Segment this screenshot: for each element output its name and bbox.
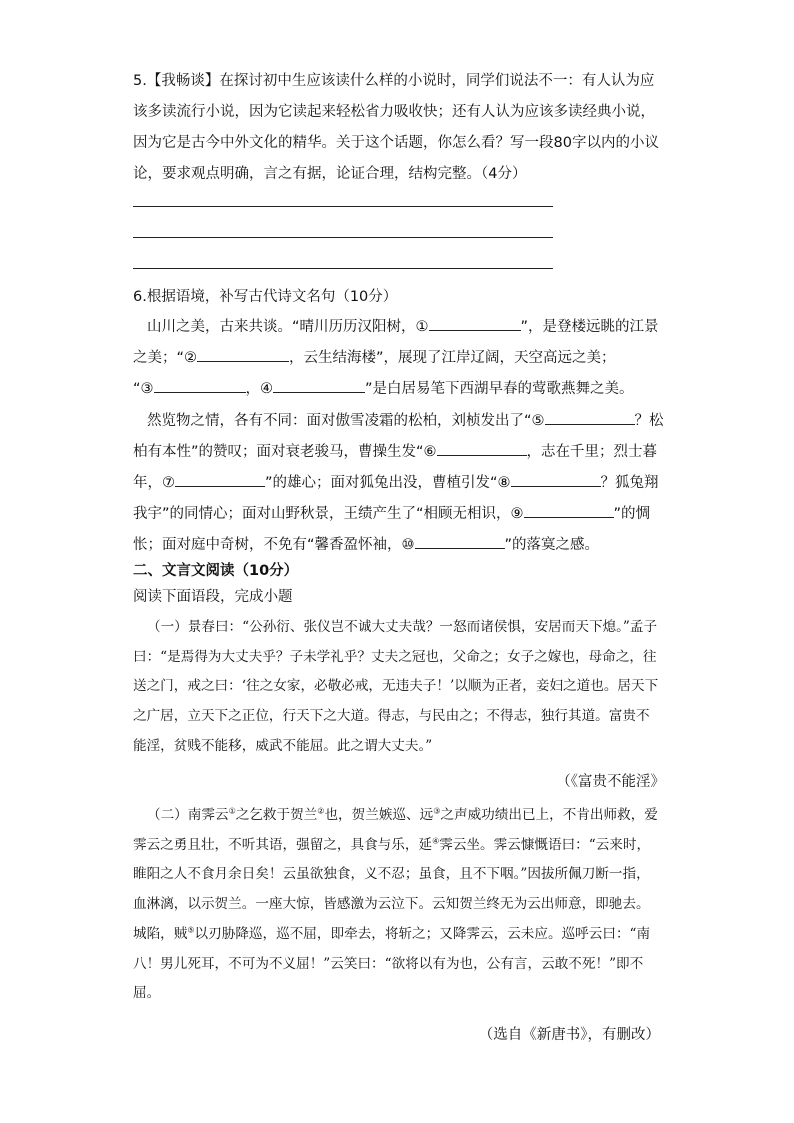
text-run: ， [245,381,261,398]
blank-number: ⑧ [497,475,511,492]
text-run: 也，贺兰嫉巡、远 [324,807,434,823]
text-run: （二）南霁云 [147,807,229,823]
question-6-body [133,312,668,562]
blank-number: ⑥ [423,443,437,460]
fill-blank-4[interactable] [273,378,365,393]
question-5: 5.【我畅谈】在探讨初中生应该读什么样的小说时，同学们说法不一：有人认为应该多读流行小说，因为它读起来轻松省力吸收快；还有人认为应该多读经典小说，因为它是古今中外文化的精华。关于这个话题，你怎么看？写一段80字以内的小议论，要求观点明确，言之有据，论证合理，结构完整。（4分） [133,73,659,182]
fill-blank-2[interactable] [197,347,289,362]
fill-blank-8[interactable] [511,472,601,487]
passage-1-text: （一）景春曰：“公孙衍、张仪岂不诚大丈夫哉？一怒而诸侯惧，安居而天下熄。”孟子曰：“是焉得为大丈夫乎？子未学礼乎？丈夫之冠也，父命之；女子之嫁也，母命之，往送之门，戒之曰：‘往之女家，必敬必戒，无违夫子！’以顺为正者，妾妇之道也。居天下之广居，立天下之正位，行天下之大道。得志，与民由之；不得志，独行其道。富贵不能淫，贫贱不能移，威武不能屈。此之谓大丈夫。” [133,619,659,754]
blank-number: ⑤ [531,412,545,429]
text-run: 之声威功绩出已上，不肯出师救，爱霁云之勇且壮，不听其语，强留之，具食与乐，延 [133,807,658,853]
blank-number: ③ [140,381,154,398]
text-run: ”的惆怅；面对庭中奇树，不免有“馨香盈怀袖， [133,506,651,554]
footnote-marker: ④ [432,836,440,846]
text-run: 然览物之情，各有不同：面对傲雪凌霜的松柏，刘桢发出了“ [147,412,532,429]
footnote-marker: ① [228,806,236,816]
text-run: 之乞救于贺兰 [235,807,318,823]
answer-line[interactable] [133,206,553,207]
blank-number: ⑦ [162,475,175,492]
passage-2-text [133,801,663,1009]
text-run: 霁云坐。霁云慷慨语曰：“云来时，睢阳之人不食月余日矣！云虽欲独食，义不忍；虽食，且不下咽。”因拔所佩刀断一指，血淋漓，以示贺兰。一座大惊，皆感激为云泣下。云知贺兰终无为云出师意，即驰去。城陷，贼 [133,836,651,942]
blank-number: ⑨ [510,506,524,523]
text-run: ？松柏有本性”的赞叹；面对衰老骏马，曹操生发“ [133,412,664,460]
passage-2-source: （选自《新唐书》，有删改） [478,1027,660,1043]
fill-blank-7[interactable] [175,472,265,487]
blank-number: ④ [260,381,274,398]
section-2-title: 二、文言文阅读（10分） [133,563,299,579]
fill-blank-5[interactable] [545,410,635,425]
fill-blank-6[interactable] [437,441,527,456]
footnote-marker: ③ [433,806,441,816]
text-run: ？狐兔翔我宇”的同情心；面对山野秋景，王绩产生了“相顾无相识， [133,475,659,523]
passage-1-source: （《富贵不能淫》 [556,774,665,790]
question-6-title: 6.根据语境，补写古代诗文名句（10分） [133,289,398,305]
section-2-instruction: 阅读下面语段，完成小题 [133,589,293,605]
text-run: ，云生结海楼”，展现了江岸辽阔，天空高远之美； [289,350,616,367]
fill-blank-1[interactable] [429,316,521,331]
text-run: ”的雄心；面对狐兔出没，曹植引发“ [265,475,498,492]
question-6-paragraph-2 [133,406,668,562]
text-run: ”，是登楼远眺的江景之美；“ [133,319,659,367]
text-run: ”的落寞之感。 [504,537,600,554]
text-run: 以刃胁降巡，巡不屈，即牵去，将斩之；又降霁云，云未应。巡呼云曰：“南八！男儿死耳，不可为不义屈！”云笑曰：“欲将以有为也，公有言，云敢不死！”即不屈。 [133,925,651,1002]
text-run: 山川之美，古来共谈。“晴川历历汉阳树， [147,319,416,335]
footnote-marker: ② [317,806,325,816]
footnote-marker: ⑤ [187,925,195,935]
answer-line[interactable] [133,237,553,238]
blank-number: ② [184,350,198,367]
answer-line[interactable] [133,268,553,269]
fill-blank-3[interactable] [154,378,246,393]
text-run: “ [133,381,141,398]
passage-2 [133,801,663,1009]
question-6-paragraph-1 [133,312,668,406]
text-run: ”是白居易笔下西湖早春的莺歌燕舞之美。 [365,381,634,398]
blank-number: ① [415,319,429,335]
fill-blank-10[interactable] [415,534,505,549]
passage-1 [133,613,663,762]
text-run: ，志在千里；烈士暮年， [133,443,658,492]
blank-number: ⑩ [401,537,415,554]
fill-blank-9[interactable] [524,503,614,518]
